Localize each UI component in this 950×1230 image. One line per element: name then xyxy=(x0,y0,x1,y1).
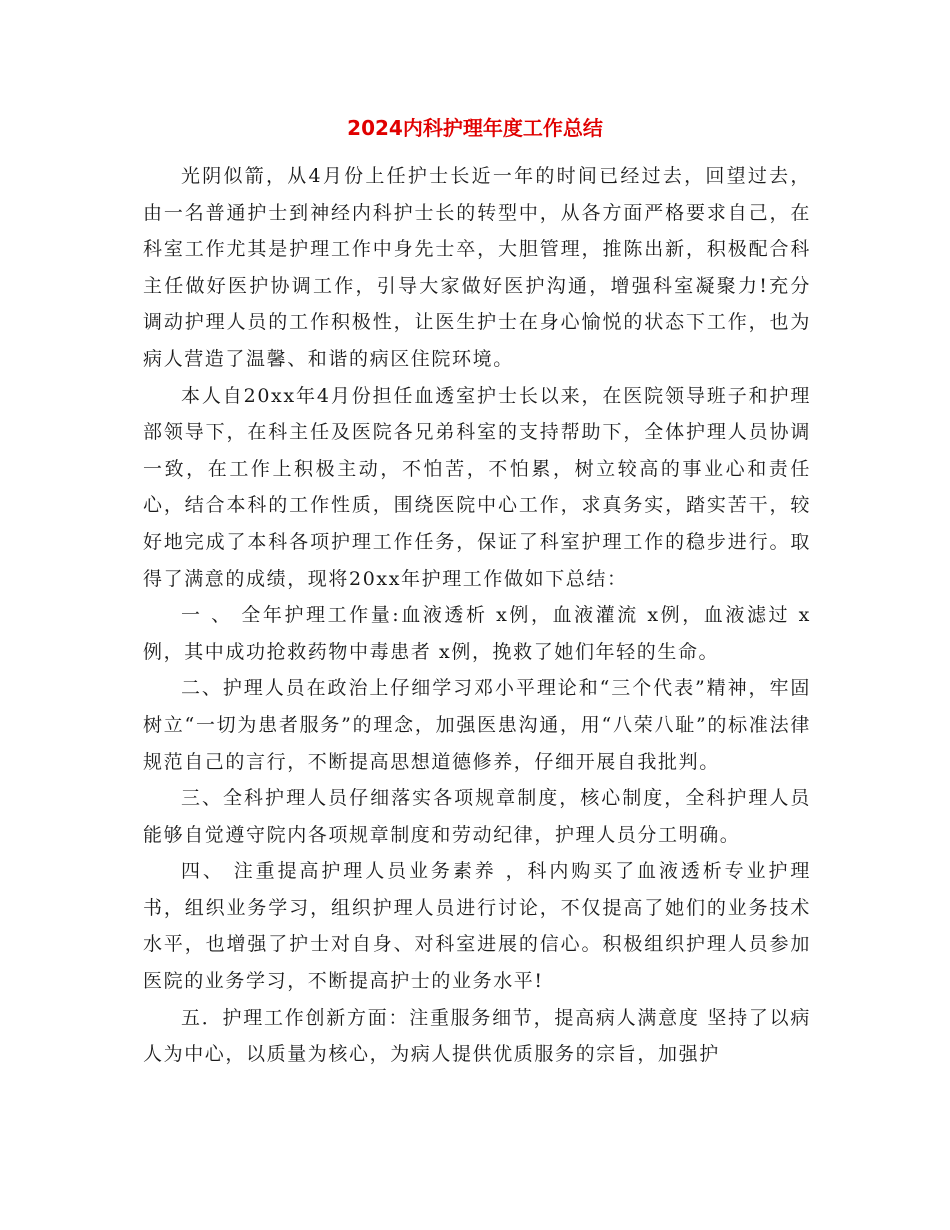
paragraph-item-5-innovation: 五．护理工作创新方面：注重服务细节，提高病人满意度 坚持了以病人为中心，以质量为核心，为病人提供优质服务的宗旨，加强护 xyxy=(143,1006,811,1066)
paragraph-item-2-political-study: 二、护理人员在政治上仔细学习邓小平理论和“三个代表”精神，牢固树立“一切为患者服务”的理念，加强医患沟通，用“八荣八耻”的标准法律规范自己的言行，不断提高思想道德修养，仔细开展自我批判。 xyxy=(143,677,811,773)
paragraph-item-1-workload: 一 、 全年护理工作量:血液透析 x例，血液灌流 x例，血液滤过 x例，其中成功抢救药物中毒患者 x例，挽救了她们年轻的生命。 xyxy=(143,604,811,663)
paragraph-item-3-regulations: 三、全科护理人员仔细落实各项规章制度，核心制度，全科护理人员能够自觉遵守院内各项规章制度和劳动纪律，护理人员分工明确。 xyxy=(143,787,811,846)
paragraph-intro: 光阴似箭，从4月份上任护士长近一年的时间已经过去，回望过去，由一名普通护士到神经内科护士长的转型中，从各方面严格要求自己，在科室工作尤其是护理工作中身先士卒，大胆管理，推陈出新，积极配合科主任做好医护协调工作，引导大家做好医护沟通，增强科室凝聚力!充分调动护理人员的工作积极性，让医生护士在身心愉悦的状态下工作，也为病人营造了温馨、和谐的病区住院环境。 xyxy=(143,165,811,370)
document-body xyxy=(143,158,811,1073)
paragraph-item-4-professional-quality: 四、 注重提高护理人员业务素养 ，科内购买了血液透析专业护理书，组织业务学习，组织护理人员进行讨论，不仅提高了她们的业务技术水平，也增强了护士对自身、对科室进展的信心。积极组织护理人员参加医院的业务学习，不断提高护士的业务水平! xyxy=(143,860,811,993)
document-title: 2024内科护理年度工作总结 xyxy=(347,116,603,140)
paragraph-overview: 本人自20xx年4月份担任血透室护士长以来，在医院领导班子和护理部领导下，在科主任及医院各兄弟科室的支持帮助下，全体护理人员协调一致，在工作上积极主动，不怕苦，不怕累，树立较高的事业心和责任心，结合本科的工作性质，围绕医院中心工作，求真务实，踏实苦干，较好地完成了本科各项护理工作任务，保证了科室护理工作的稳步进行。取得了满意的成绩，现将20xx年护理工作做如下总结： xyxy=(143,384,811,590)
